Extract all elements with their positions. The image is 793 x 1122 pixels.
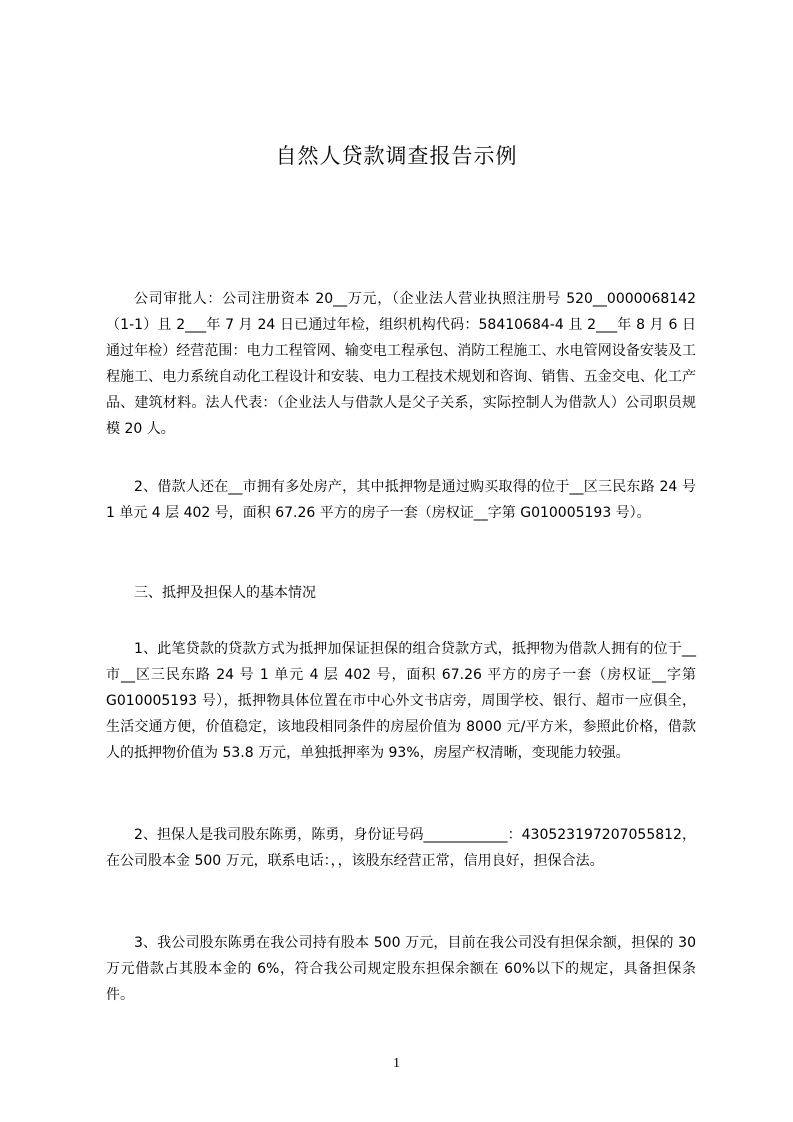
section-heading-collateral: 三、抵押及担保人的基本情况 xyxy=(134,585,316,601)
paragraph-guarantor-capacity: 3、我公司股东陈勇在我公司持有股本 500 万元，目前在我公司没有担保余额，担保的 30 万元借款占其股本金的 6%，符合我公司规定股东担保余额在 60%以下的规定，具备担保条件。 xyxy=(106,935,696,1003)
paragraph-borrower-property: 2、借款人还在__市拥有多处房产，其中抵押物是通过购买取得的位于__区三民东路 24 号 1 单元 4 层 402 号，面积 67.26 平方的房子一套（房权证__字第 G010005193 号）。 xyxy=(106,479,696,521)
paragraph-collateral-details: 1、此笔贷款的贷款方式为抵押加保证担保的组合贷款方式，抵押物为借款人拥有的位于__市__区三民东路 24 号 1 单元 4 层 402 号，面积 67.26 平方的房子一套（房权证__字第 G010005193 号），抵押物具体位置在市中心外文书店旁，周围学校、银行、超市一应俱全，生活交通方便，价值稳定，该地段相同条件的房屋价值为 8000 元/平方米，参照此价格，借款人的抵押物价值为 53.8 万元，单独抵押率为 93%，房屋产权清晰，变现能力较强。 xyxy=(106,641,696,761)
paragraph-company-info: 公司审批人：公司注册资本 20__万元，（企业法人营业执照注册号 520__0000068142（1-1）且 2___年 7 月 24 日已通过年检，组织机构代码：58410684-4 且 2___年 8 月 6 日通过年检）经营范围：电力工程管网、输变电工程承包、消防工程施工、水电管网设备安装及工程施工、电力系统自动化工程设计和安装、电力工程技术规划和咨询、销售、五金交电、化工产品、建筑材料。法人代表：（企业法人与借款人是父子关系，实际控制人为借款人）公司职员规模 20 人。 xyxy=(106,291,696,437)
document-title: 自然人贷款调查报告示例 xyxy=(275,144,518,168)
paragraph-guarantor: 2、担保人是我司股东陈勇，陈勇，身份证号码____________：430523197207055812，在公司股本金 500 万元，联系电话：，，该股东经营正常，信用良好，担保合法。 xyxy=(106,827,696,869)
page-number: 1 xyxy=(393,1056,400,1071)
